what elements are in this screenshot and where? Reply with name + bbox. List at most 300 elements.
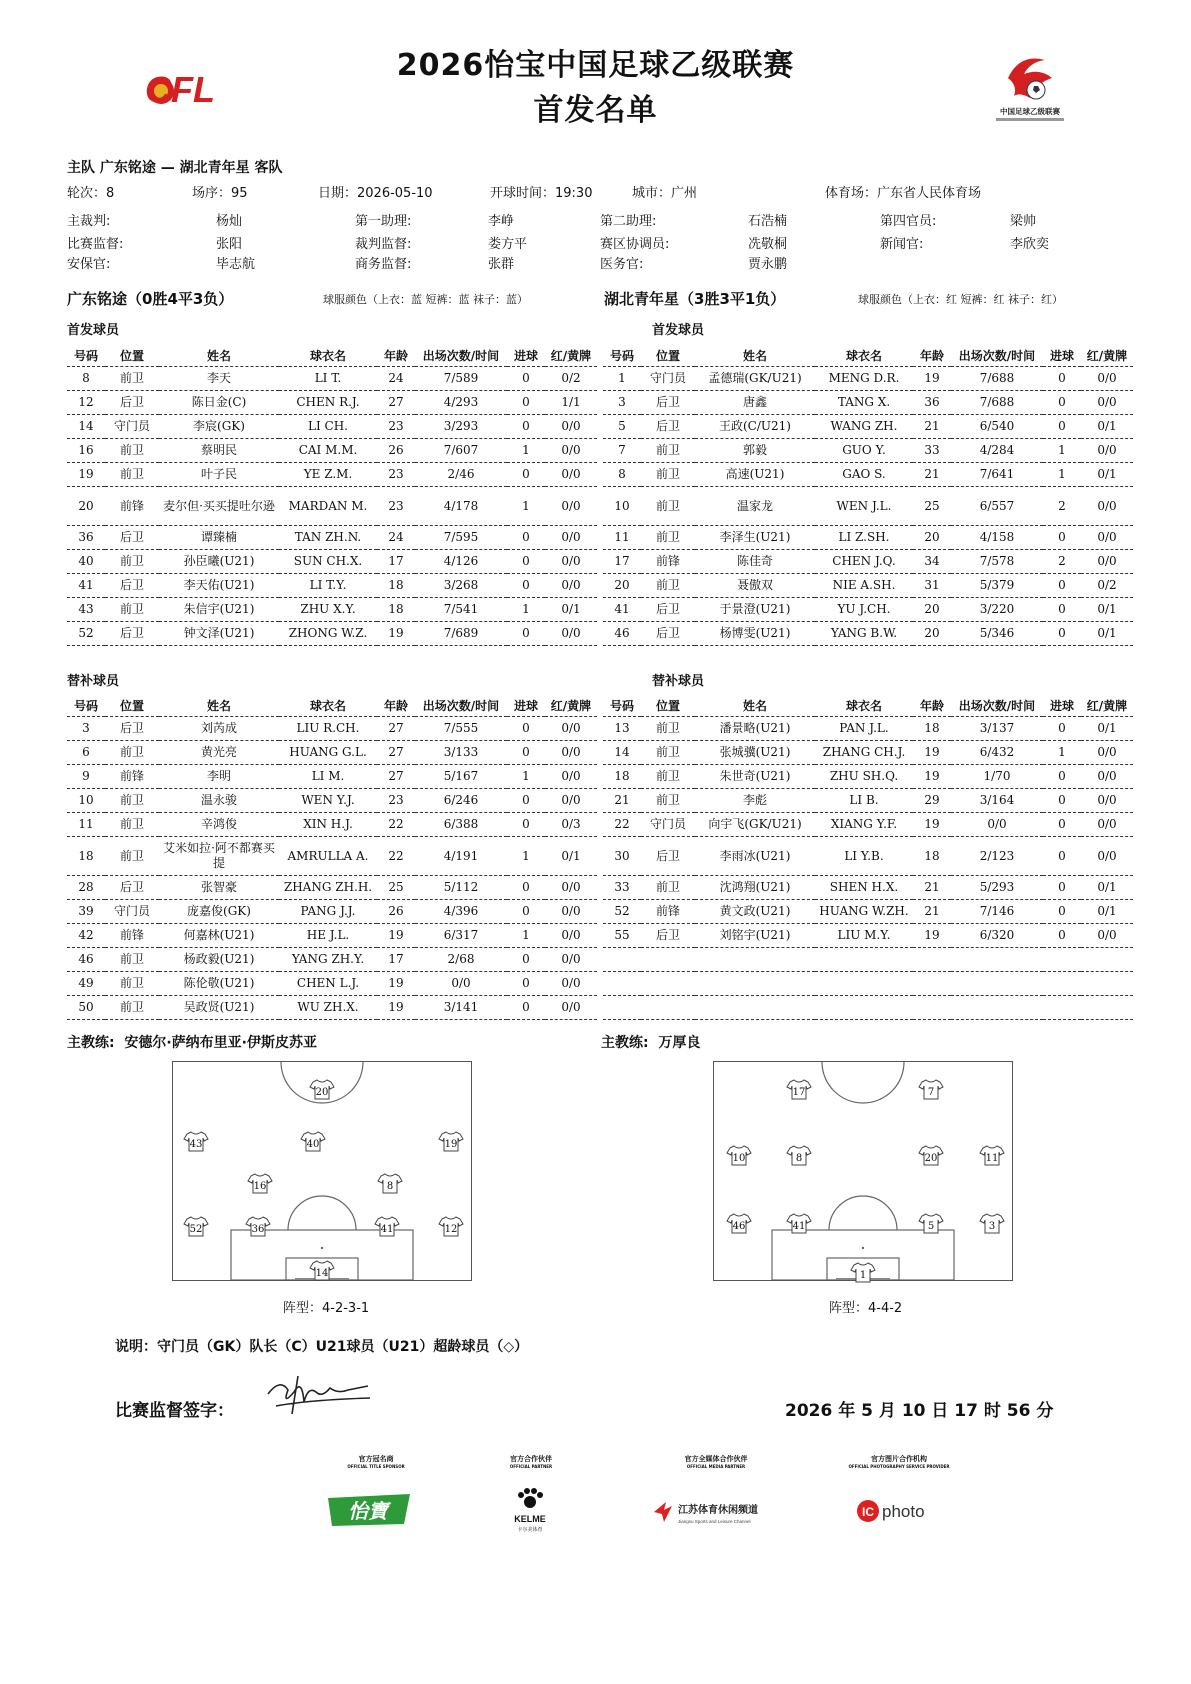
player-shirt: ZHANG CH.J.: [815, 741, 913, 765]
column-header: 进球: [507, 344, 545, 367]
sponsor-caption-photo: 官方图片合作机构 OFFICIAL PHOTOGRAPHY SERVICE PROVIDER: [848, 1455, 950, 1469]
player-row: [603, 487, 1133, 526]
column-header: 红/黄牌: [1081, 694, 1133, 717]
player-shirt-icon: [438, 1130, 464, 1156]
player-name: 李彪: [695, 789, 815, 813]
player-goals: 0: [507, 813, 545, 837]
player-no: 30: [603, 837, 641, 876]
player-cards: 0/0: [1081, 367, 1133, 391]
player-pos: 前卫: [641, 487, 695, 526]
player-goals: 1: [507, 837, 545, 876]
player-apps: 5/167: [415, 765, 507, 789]
player-pos: 后卫: [641, 598, 695, 622]
player-shirt: LI T.Y.: [279, 574, 377, 598]
player-no: 55: [603, 924, 641, 948]
player-cards: 0/0: [1081, 487, 1133, 526]
player-apps: 5/112: [415, 876, 507, 900]
player-pos: 后卫: [641, 924, 695, 948]
player-shirt: TANG X.: [815, 391, 913, 415]
player-name: 李明: [159, 765, 279, 789]
home-starters-label: 首发球员: [67, 323, 120, 338]
match-seq: 场序：95: [192, 186, 248, 201]
player-age: 18: [377, 574, 415, 598]
away-subs-table: [603, 694, 1133, 1020]
cfl-logo-text: CFL: [145, 69, 215, 110]
player-cards: 0/0: [545, 487, 597, 526]
official-role: 比赛监督:: [67, 237, 124, 252]
player-apps: 0/0: [951, 813, 1043, 837]
player-pos: 前卫: [105, 741, 159, 765]
player-age: 26: [377, 900, 415, 924]
cfa-logo-text: 中国足球乙级联赛: [1000, 107, 1060, 116]
player-age: 23: [377, 789, 415, 813]
player-apps: 7/541: [415, 598, 507, 622]
player-name: 朱信宇(U21): [159, 598, 279, 622]
player-pos: 后卫: [105, 717, 159, 741]
player-cards: 0/2: [1081, 574, 1133, 598]
player-shirt: GUO Y.: [815, 439, 913, 463]
stadium: 体育场：广东省人民体育场: [825, 186, 982, 201]
player-row: [67, 876, 597, 900]
svg-text:16: 16: [253, 1181, 267, 1192]
player-name: 向宇飞(GK/U21): [695, 813, 815, 837]
player-apps: 3/141: [415, 996, 507, 1020]
player-row: [603, 765, 1133, 789]
player-no: 49: [67, 972, 105, 996]
player-apps: 6/540: [951, 415, 1043, 439]
player-shirt-icon: [377, 1172, 403, 1198]
player-shirt: AMRULLA A.: [279, 837, 377, 876]
player-name: 何嘉林(U21): [159, 924, 279, 948]
player-name: 温永骏: [159, 789, 279, 813]
svg-text:14: 14: [315, 1268, 329, 1279]
player-apps: 4/126: [415, 550, 507, 574]
player-shirt: CHEN J.Q.: [815, 550, 913, 574]
player-apps: 3/293: [415, 415, 507, 439]
player-age: 21: [913, 900, 951, 924]
player-shirt: YE Z.M.: [279, 463, 377, 487]
official-role: 裁判监督:: [355, 237, 412, 252]
player-name: 朱世奇(U21): [695, 765, 815, 789]
player-row: [603, 574, 1133, 598]
player-age: 20: [913, 526, 951, 550]
official-name: 李峥: [488, 214, 515, 229]
player-goals: 0: [1043, 900, 1081, 924]
player-pos: 前锋: [105, 487, 159, 526]
column-header: 姓名: [159, 344, 279, 367]
player-shirt-icon: [786, 1212, 812, 1238]
player-row: [603, 900, 1133, 924]
player-goals: 0: [1043, 837, 1081, 876]
player-no: 5: [603, 415, 641, 439]
player-goals: 1: [507, 598, 545, 622]
player-shirt: CHEN R.J.: [279, 391, 377, 415]
player-cards: 0/0: [545, 996, 597, 1020]
player-age: 23: [377, 415, 415, 439]
player-row: [67, 837, 597, 876]
cfa-league-logo: [990, 48, 1070, 128]
home-coach: [67, 1032, 317, 1052]
player-pos: 前卫: [105, 948, 159, 972]
player-no: 3: [603, 391, 641, 415]
column-header: 年龄: [913, 344, 951, 367]
player-shirt: ZHONG W.Z.: [279, 622, 377, 646]
player-name: 艾米如拉·阿不都赛买提: [159, 837, 279, 876]
player-age: 27: [377, 717, 415, 741]
player-age: 34: [913, 550, 951, 574]
sponsor-caption-media: 官方全媒体合作伙伴 OFFICIAL MEDIA PARTNER: [684, 1455, 748, 1469]
player-age: 29: [913, 789, 951, 813]
player-row: [67, 622, 597, 646]
player-goals: 0: [1043, 765, 1081, 789]
player-shirt-icon: [247, 1172, 273, 1198]
ic-photo-logo: [856, 1496, 946, 1526]
player-cards: 0/0: [545, 876, 597, 900]
player-apps: 4/293: [415, 391, 507, 415]
player-cards: 0/0: [545, 463, 597, 487]
player-shirt: MENG D.R.: [815, 367, 913, 391]
player-no: 11: [67, 813, 105, 837]
player-row: [603, 789, 1133, 813]
player-row: [603, 391, 1133, 415]
player-pos: 前锋: [641, 900, 695, 924]
player-shirt: LI Y.B.: [815, 837, 913, 876]
player-row: [67, 487, 597, 526]
column-header: 年龄: [913, 694, 951, 717]
official-role: 第二助理:: [600, 214, 657, 229]
player-row: [603, 439, 1133, 463]
player-shirt: TAN ZH.N.: [279, 526, 377, 550]
player-goals: 0: [507, 876, 545, 900]
player-pos: 后卫: [105, 526, 159, 550]
player-age: 19: [913, 765, 951, 789]
player-pos: 后卫: [641, 837, 695, 876]
away-formation: 阵型：4-4-2: [829, 1301, 903, 1316]
player-shirt: ZHU X.Y.: [279, 598, 377, 622]
player-name: 叶子民: [159, 463, 279, 487]
player-no: 41: [603, 598, 641, 622]
player-name: 吴政贤(U21): [159, 996, 279, 1020]
player-age: 17: [377, 948, 415, 972]
sponsor-caption-title: 官方冠名商 OFFICIAL TITLE SPONSOR: [347, 1455, 405, 1469]
player-apps: 5/379: [951, 574, 1043, 598]
player-cards: 0/1: [1081, 900, 1133, 924]
player-pos: 后卫: [105, 622, 159, 646]
player-pos: 前卫: [105, 439, 159, 463]
player-cards: 0/1: [545, 837, 597, 876]
column-header: 出场次数/时间: [951, 344, 1043, 367]
svg-text:Jiangsu Sports and Leisure Cha: Jiangsu Sports and Leisure Channel: [678, 1519, 751, 1524]
player-shirt: XIANG Y.F.: [815, 813, 913, 837]
player-goals: 0: [507, 367, 545, 391]
table-header-row: [67, 694, 597, 717]
official-name: 张阳: [216, 237, 243, 252]
player-goals: 0: [507, 996, 545, 1020]
player-shirt: CHEN L.J.: [279, 972, 377, 996]
player-pos: 前卫: [105, 367, 159, 391]
player-apps: 5/346: [951, 622, 1043, 646]
player-shirt: LI CH.: [279, 415, 377, 439]
svg-text:怡寶: 怡寶: [348, 1499, 388, 1523]
player-no: 12: [67, 391, 105, 415]
legend-notes: 说明：守门员（GK）队长（C）U21球员（U21）超龄球员（◇）: [115, 1339, 529, 1355]
home-subs-table: [67, 694, 597, 1020]
player-apps: 4/178: [415, 487, 507, 526]
svg-text:41: 41: [792, 1221, 806, 1232]
player-shirt-icon: [309, 1078, 335, 1104]
column-header: 年龄: [377, 344, 415, 367]
svg-text:photo: photo: [882, 1502, 925, 1521]
player-apps: 4/191: [415, 837, 507, 876]
official-name: 贾永鹏: [748, 257, 788, 272]
player-pos: 前锋: [105, 924, 159, 948]
player-no: 19: [67, 463, 105, 487]
player-no: 50: [67, 996, 105, 1020]
player-name: 杨博雯(U21): [695, 622, 815, 646]
player-row: [603, 717, 1133, 741]
player-name: 聂傲双: [695, 574, 815, 598]
player-apps: 6/432: [951, 741, 1043, 765]
player-pos: 前卫: [105, 550, 159, 574]
player-no: 10: [603, 487, 641, 526]
player-goals: 0: [1043, 574, 1081, 598]
player-goals: 0: [507, 463, 545, 487]
player-row: [67, 598, 597, 622]
player-age: 24: [377, 367, 415, 391]
player-cards: 0/0: [1081, 391, 1133, 415]
player-cards: 0/0: [545, 717, 597, 741]
player-row: [67, 948, 597, 972]
player-apps: 3/220: [951, 598, 1043, 622]
player-no: 7: [603, 439, 641, 463]
player-row: [67, 972, 597, 996]
player-shirt: LIU M.Y.: [815, 924, 913, 948]
player-no: 16: [67, 439, 105, 463]
home-starters-table: [67, 344, 597, 646]
column-header: 进球: [507, 694, 545, 717]
teams-line: 主队 广东铭途 — 湖北青年星 客队: [67, 160, 283, 176]
player-no: 46: [603, 622, 641, 646]
player-cards: 0/0: [1081, 550, 1133, 574]
player-name: 张城骥(U21): [695, 741, 815, 765]
player-shirt: MARDAN M.: [279, 487, 377, 526]
player-row: [603, 741, 1133, 765]
column-header: 出场次数/时间: [415, 694, 507, 717]
official-name: 石浩楠: [748, 214, 788, 229]
svg-text:3: 3: [988, 1221, 996, 1232]
column-header: 出场次数/时间: [415, 344, 507, 367]
player-shirt: LI B.: [815, 789, 913, 813]
player-shirt-icon: [438, 1215, 464, 1241]
player-row: [603, 598, 1133, 622]
player-pos: 前卫: [641, 439, 695, 463]
player-name: 王政(C/U21): [695, 415, 815, 439]
column-header: 红/黄牌: [545, 344, 597, 367]
player-shirt-icon: [979, 1212, 1005, 1238]
player-goals: 0: [1043, 415, 1081, 439]
player-age: 27: [377, 391, 415, 415]
player-cards: 0/0: [1081, 741, 1133, 765]
player-goals: 0: [507, 717, 545, 741]
player-age: 27: [377, 765, 415, 789]
player-apps: 7/595: [415, 526, 507, 550]
player-cards: 0/2: [545, 367, 597, 391]
player-no: 11: [603, 526, 641, 550]
player-apps: 7/689: [415, 622, 507, 646]
player-apps: 4/284: [951, 439, 1043, 463]
player-no: 3: [67, 717, 105, 741]
player-no: 36: [67, 526, 105, 550]
player-cards: 0/0: [545, 924, 597, 948]
player-cards: 0/0: [1081, 526, 1133, 550]
player-shirt: XIN H.J.: [279, 813, 377, 837]
player-no: 28: [67, 876, 105, 900]
player-shirt: WANG ZH.: [815, 415, 913, 439]
player-name: 李天佑(U21): [159, 574, 279, 598]
player-pos: 前卫: [105, 789, 159, 813]
player-name: 刘芮成: [159, 717, 279, 741]
player-row: [67, 550, 597, 574]
player-goals: 0: [507, 741, 545, 765]
player-no: 14: [67, 415, 105, 439]
player-goals: 0: [1043, 391, 1081, 415]
player-shirt-icon: [850, 1261, 876, 1287]
player-goals: 0: [507, 550, 545, 574]
player-apps: 7/589: [415, 367, 507, 391]
official-role: 新闻官:: [880, 237, 924, 252]
player-pos: 前卫: [105, 463, 159, 487]
player-apps: 6/557: [951, 487, 1043, 526]
player-age: 33: [913, 439, 951, 463]
player-age: 19: [913, 924, 951, 948]
player-age: 19: [377, 972, 415, 996]
player-name: 陈日金(C): [159, 391, 279, 415]
player-goals: 1: [1043, 741, 1081, 765]
player-goals: 0: [1043, 367, 1081, 391]
player-name: 辛鸿俊: [159, 813, 279, 837]
player-no: 13: [603, 717, 641, 741]
player-pos: 前卫: [641, 789, 695, 813]
player-name: 李雨冰(U21): [695, 837, 815, 876]
player-age: 20: [913, 622, 951, 646]
player-age: 18: [913, 717, 951, 741]
svg-text:41: 41: [380, 1224, 394, 1235]
player-pos: 前卫: [105, 972, 159, 996]
player-age: 26: [377, 439, 415, 463]
player-goals: 0: [507, 789, 545, 813]
svg-text:10: 10: [732, 1153, 746, 1164]
player-row: [67, 900, 597, 924]
player-pos: 前卫: [105, 837, 159, 876]
kickoff-time: 开球时间：19:30: [490, 186, 593, 201]
player-row: [67, 391, 597, 415]
player-goals: 0: [507, 526, 545, 550]
player-goals: 1: [507, 487, 545, 526]
signature-datetime: 2026 年 5 月 10 日 17 时 56 分: [785, 1401, 1054, 1421]
player-row: [67, 526, 597, 550]
player-goals: 0: [1043, 813, 1081, 837]
player-goals: 0: [507, 900, 545, 924]
player-age: 20: [913, 598, 951, 622]
player-name: 黄文政(U21): [695, 900, 815, 924]
player-age: 23: [377, 487, 415, 526]
player-name: 陈佳奇: [695, 550, 815, 574]
player-row: [67, 924, 597, 948]
player-name: 沈鸿翔(U21): [695, 876, 815, 900]
player-name: 李泽生(U21): [695, 526, 815, 550]
player-row: [603, 924, 1133, 948]
player-pos: 前卫: [641, 526, 695, 550]
player-cards: 0/1: [1081, 598, 1133, 622]
player-pos: 后卫: [641, 415, 695, 439]
player-row: [67, 367, 597, 391]
player-name: 蔡明民: [159, 439, 279, 463]
player-apps: 6/246: [415, 789, 507, 813]
home-coach-label: 主教练:: [67, 1035, 115, 1051]
player-cards: 0/0: [545, 972, 597, 996]
player-cards: 0/0: [545, 526, 597, 550]
away-coach-name: 万厚良: [658, 1035, 701, 1051]
player-pos: 后卫: [105, 574, 159, 598]
player-pos: 前卫: [641, 574, 695, 598]
player-shirt: SHEN H.X.: [815, 876, 913, 900]
player-apps: 2/123: [951, 837, 1043, 876]
player-shirt: YANG B.W.: [815, 622, 913, 646]
player-apps: 3/268: [415, 574, 507, 598]
player-name: 麦尔但·买买提吐尔逊: [159, 487, 279, 526]
svg-text:43: 43: [189, 1139, 203, 1150]
player-shirt-icon: [918, 1212, 944, 1238]
player-pos: 前卫: [641, 741, 695, 765]
table-header-row: [603, 344, 1133, 367]
player-pos: 前卫: [641, 717, 695, 741]
player-cards: 0/0: [545, 765, 597, 789]
column-header: 号码: [603, 694, 641, 717]
player-no: 52: [67, 622, 105, 646]
player-cards: 0/0: [545, 900, 597, 924]
player-shirt: ZHU SH.Q.: [815, 765, 913, 789]
player-apps: 3/164: [951, 789, 1043, 813]
player-row: [67, 996, 597, 1020]
player-goals: 0: [507, 948, 545, 972]
player-cards: 0/3: [545, 813, 597, 837]
player-no: 42: [67, 924, 105, 948]
player-name: 陈伦敬(U21): [159, 972, 279, 996]
player-goals: 0: [1043, 622, 1081, 646]
player-cards: 0/0: [545, 439, 597, 463]
player-row: [603, 876, 1133, 900]
svg-text:1: 1: [859, 1270, 867, 1281]
jiangsu-sports-logo: [650, 1496, 790, 1530]
player-shirt: LI T.: [279, 367, 377, 391]
player-age: 23: [377, 463, 415, 487]
player-pos: 守门员: [641, 367, 695, 391]
svg-text:江苏体育休闲频道: 江苏体育休闲频道: [678, 1505, 758, 1516]
yibao-logo: [324, 1490, 416, 1530]
svg-text:11: 11: [985, 1153, 999, 1164]
official-name: 娄方平: [488, 237, 528, 252]
player-cards: 0/0: [1081, 765, 1133, 789]
player-cards: 0/0: [545, 574, 597, 598]
player-goals: 1: [507, 439, 545, 463]
player-shirt: ZHANG ZH.H.: [279, 876, 377, 900]
player-apps: 3/133: [415, 741, 507, 765]
official-name: 梁帅: [1010, 214, 1037, 229]
player-row: [67, 415, 597, 439]
player-pos: 前卫: [105, 813, 159, 837]
player-shirt: PANG J.J.: [279, 900, 377, 924]
player-name: 于景澄(U21): [695, 598, 815, 622]
